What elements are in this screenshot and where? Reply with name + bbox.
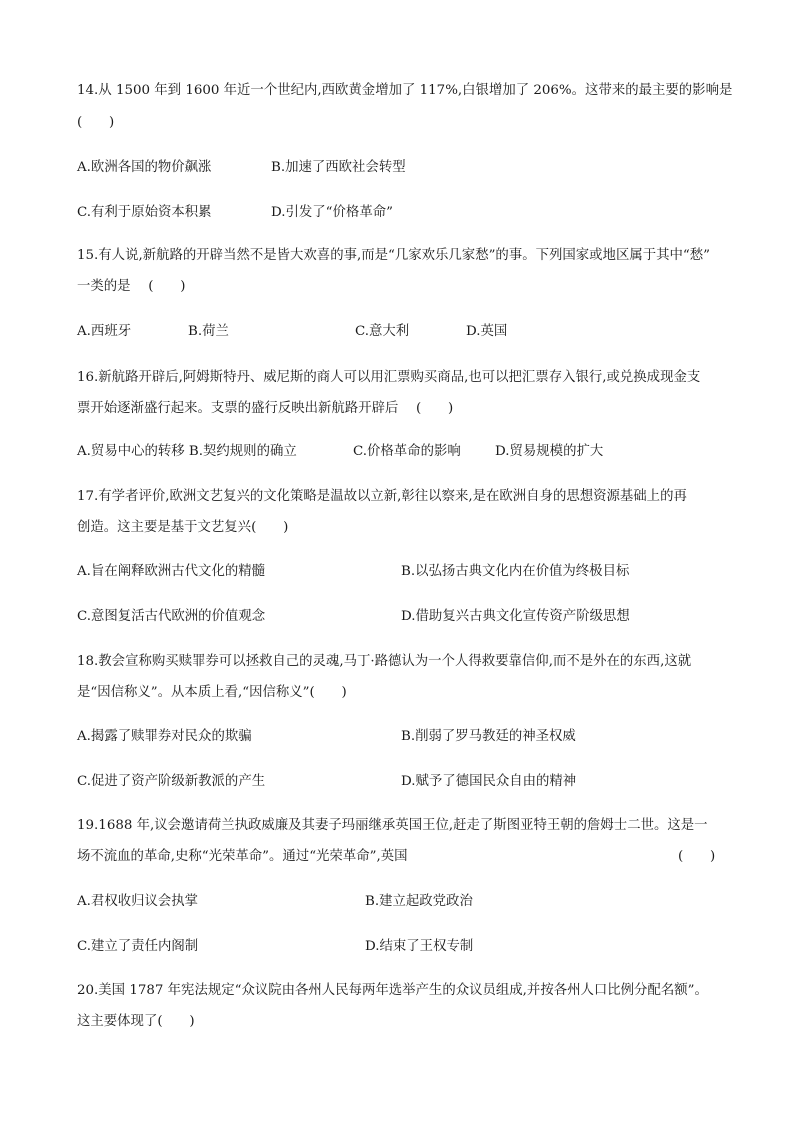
question-15-option-b: B.荷兰 bbox=[188, 324, 229, 339]
question-16-option-d: D.贸易规模的扩大 bbox=[495, 444, 604, 459]
question-17-stem-line-2: 创造。这主要是基于文艺复兴( ) bbox=[77, 520, 289, 535]
question-18-option-b: B.削弱了罗马教廷的神圣权威 bbox=[401, 729, 576, 744]
question-14-option-d: D.引发了“价格革命” bbox=[271, 205, 393, 220]
question-20-stem-line-2: 这主要体现了( ) bbox=[77, 1014, 195, 1029]
question-18-stem-line-1: 18.教会宣称购买赎罪券可以拯救自己的灵魂,马丁·路德认为一个人得救要靠信仰,而不是外在的东西,这就 bbox=[77, 654, 692, 669]
question-16-stem-line-1: 16.新航路开辟后,阿姆斯特丹、威尼斯的商人可以用汇票购买商品,也可以把汇票存入银行,或兑换成现金支 bbox=[77, 370, 701, 385]
question-19-stem-line-2: 场不流血的革命,史称“光荣革命”。通过“光荣革命”,英国 bbox=[77, 849, 408, 864]
question-15-option-a: A.西班牙 bbox=[77, 324, 132, 339]
question-19-stem-line-1: 19.1688 年,议会邀请荷兰执政威廉及其妻子玛丽继承英国王位,赶走了斯图亚特王朝的詹姆士二世。这是一 bbox=[77, 818, 708, 833]
question-15-option-d: D.英国 bbox=[466, 324, 508, 339]
question-19-option-c: C.建立了责任内阁制 bbox=[77, 939, 199, 954]
question-14-option-c: C.有利于原始资本积累 bbox=[77, 205, 212, 220]
question-16-option-ab: A.贸易中心的转移 B.契约规则的确立 bbox=[77, 444, 297, 459]
question-14-stem-line-1: 14.从 1500 年到 1600 年近一个世纪内,西欧黄金增加了 117%,白银增加了 206%。这带来的最主要的影响是 bbox=[77, 83, 733, 98]
question-20-stem-line-1: 20.美国 1787 年宪法规定“众议院由各州人民每两年选举产生的众议员组成,并按各州人口比例分配名额”。 bbox=[77, 983, 708, 998]
question-19-answer-bracket: ( ) bbox=[678, 849, 716, 864]
question-15-option-c: C.意大利 bbox=[355, 324, 410, 339]
question-14-option-a: A.欧洲各国的物价飙涨 bbox=[77, 160, 212, 175]
question-18-stem-line-2: 是“因信称义”。从本质上看,“因信称义”( ) bbox=[77, 685, 347, 700]
question-19-option-a: A.君权收归议会执掌 bbox=[77, 894, 199, 909]
question-14-option-b: B.加速了西欧社会转型 bbox=[271, 160, 406, 175]
question-15-stem-line-2: 一类的是 ( ) bbox=[77, 279, 186, 294]
question-17-option-c: C.意图复活古代欧洲的价值观念 bbox=[77, 609, 266, 624]
question-17-option-a: A.旨在阐释欧洲古代文化的精髓 bbox=[77, 564, 266, 579]
question-16-option-c: C.价格革命的影响 bbox=[353, 444, 461, 459]
question-15-stem-line-1: 15.有人说,新航路的开辟当然不是皆大欢喜的事,而是“几家欢乐几家愁”的事。下列国家或地区属于其中“愁” bbox=[77, 248, 710, 263]
question-16-stem-line-2: 票开始逐渐盛行起来。支票的盛行反映出新航路开辟后 ( ) bbox=[77, 401, 454, 416]
question-19-option-b: B.建立起政党政治 bbox=[365, 894, 473, 909]
question-14-stem-line-2: ( ) bbox=[77, 115, 115, 130]
question-17-stem-line-1: 17.有学者评价,欧洲文艺复兴的文化策略是温故以立新,彰往以察来,是在欧洲自身的思想资源基础上的再 bbox=[77, 489, 687, 504]
question-18-option-a: A.揭露了赎罪券对民众的欺骗 bbox=[77, 729, 252, 744]
question-17-option-b: B.以弘扬古典文化内在价值为终极目标 bbox=[401, 564, 630, 579]
question-18-option-d: D.赋予了德国民众自由的精神 bbox=[401, 774, 577, 789]
question-19-option-d: D.结束了王权专制 bbox=[365, 939, 474, 954]
question-18-option-c: C.促进了资产阶级新教派的产生 bbox=[77, 774, 266, 789]
question-17-option-d: D.借助复兴古典文化宣传资产阶级思想 bbox=[401, 609, 630, 624]
